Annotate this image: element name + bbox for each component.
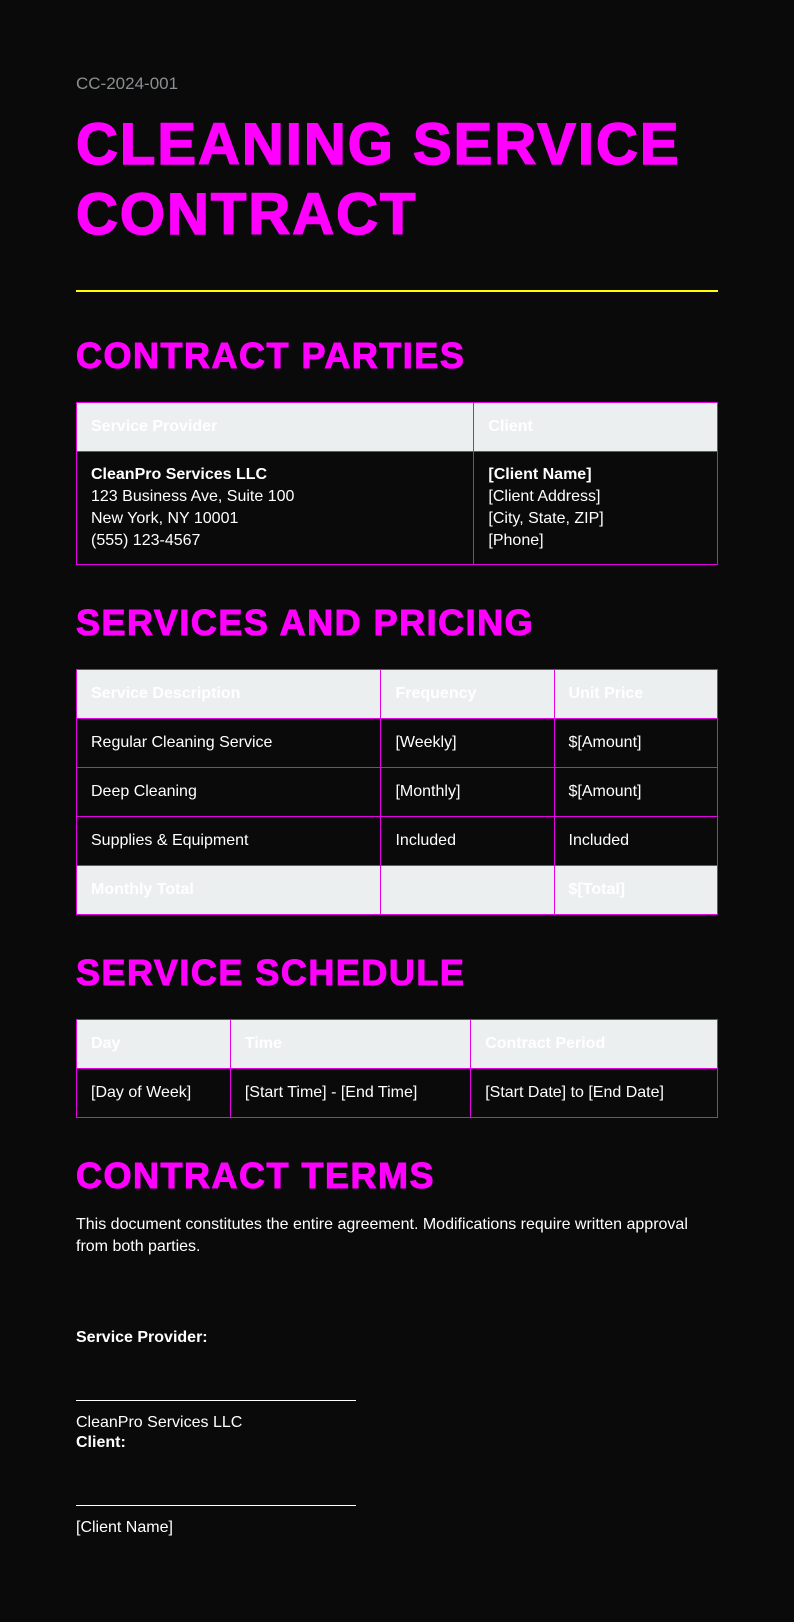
service-description: Regular Cleaning Service (77, 719, 381, 768)
services-table (76, 669, 718, 915)
column-header: Service Provider (77, 403, 474, 452)
document-title: CLEANING SERVICE CONTRACT (76, 112, 681, 247)
signature-block-client (76, 1433, 718, 1538)
column-header: Service Description (77, 670, 381, 719)
client-signature-label: Client: (76, 1434, 126, 1451)
service-frequency: [Weekly] (381, 719, 554, 768)
service-price: $[Amount] (554, 719, 717, 768)
service-description: Deep Cleaning (77, 768, 381, 817)
column-header: Client (474, 403, 718, 452)
table-row (77, 817, 718, 866)
schedule-period: [Start Date] to [End Date] (471, 1069, 718, 1118)
column-header: Day (77, 1020, 231, 1069)
schedule-time: [Start Time] - [End Time] (230, 1069, 470, 1118)
provider-signature-label: Service Provider: (76, 1329, 208, 1346)
schedule-table (76, 1019, 718, 1118)
column-header: Frequency (381, 670, 554, 719)
column-header: Unit Price (554, 670, 717, 719)
section-heading-schedule: SERVICE SCHEDULE (76, 952, 466, 993)
section-heading-services: SERVICES AND PRICING (76, 602, 535, 643)
document-id: CC-2024-001 (76, 74, 179, 93)
signature-block-provider (76, 1328, 718, 1433)
parties-table (76, 402, 718, 565)
client-name: [Client Name] (488, 466, 592, 483)
table-row (77, 719, 718, 768)
service-price: $[Amount] (554, 768, 717, 817)
schedule-day: [Day of Week] (77, 1069, 231, 1118)
table-row (77, 452, 718, 565)
provider-city: New York, NY 10001 (91, 510, 239, 527)
client-details (474, 452, 718, 565)
client-signature-line[interactable] (76, 1505, 356, 1506)
table-row (77, 768, 718, 817)
service-frequency: Included (381, 817, 554, 866)
client-phone: [Phone] (488, 532, 544, 549)
provider-signature-name: CleanPro Services LLC (76, 1414, 243, 1431)
column-header: Contract Period (471, 1020, 718, 1069)
provider-signature-line[interactable] (76, 1400, 356, 1401)
client-city: [City, State, ZIP] (488, 510, 604, 527)
service-frequency: [Monthly] (381, 768, 554, 817)
provider-details (77, 452, 474, 565)
client-address: [Client Address] (488, 488, 601, 505)
total-row (77, 866, 718, 915)
total-empty (381, 866, 554, 915)
total-amount: $[Total] (554, 866, 717, 915)
terms-text: This document constitutes the entire agreement. Modifications require written approval from both parties. (76, 1216, 688, 1255)
provider-phone: (555) 123-4567 (91, 532, 201, 549)
service-description: Supplies & Equipment (77, 817, 381, 866)
provider-address: 123 Business Ave, Suite 100 (91, 488, 295, 505)
column-header: Time (230, 1020, 470, 1069)
client-signature-name: [Client Name] (76, 1519, 173, 1536)
table-row (77, 1069, 718, 1118)
title-divider (76, 290, 718, 292)
section-heading-parties: CONTRACT PARTIES (76, 335, 466, 376)
service-price: Included (554, 817, 717, 866)
provider-name: CleanPro Services LLC (91, 466, 268, 483)
total-label: Monthly Total (77, 866, 381, 915)
section-heading-terms: CONTRACT TERMS (76, 1155, 435, 1196)
